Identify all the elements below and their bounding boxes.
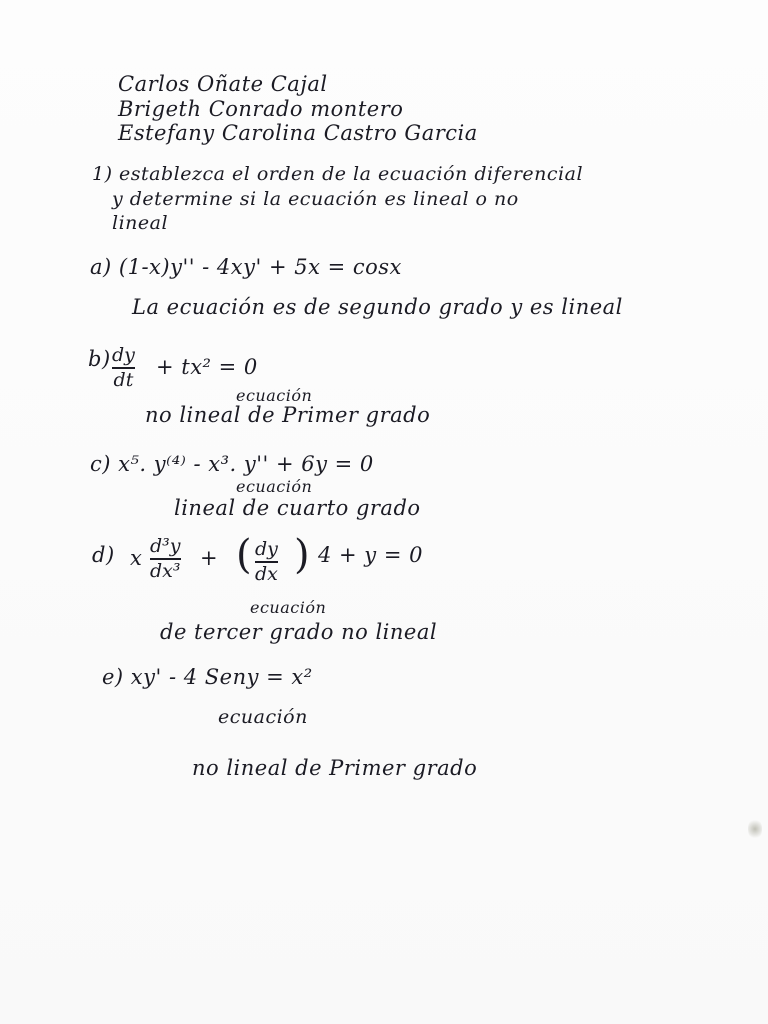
author-2: Brigeth Conrado montero (118, 97, 404, 121)
item-d-fraction-1 (150, 537, 181, 581)
item-d-rest: 4 + y = 0 (318, 543, 423, 567)
item-c-answer-word: ecuación (236, 477, 313, 496)
right-paren: ) (294, 532, 310, 578)
item-d-frac2-num: dy (255, 538, 278, 560)
item-b-frac-num: dy (112, 344, 135, 366)
instruction-line-2: y determine si la ecuación es lineal o no (112, 188, 519, 210)
item-d-plus: + (200, 546, 219, 570)
item-d-x: x (130, 546, 143, 570)
item-c-equation: c) x⁵. y⁽⁴⁾ - x³. y'' + 6y = 0 (90, 452, 374, 476)
item-b-fraction (112, 346, 135, 390)
item-e-answer-word: ecuación (218, 706, 308, 728)
author-1: Carlos Oñate Cajal (118, 72, 328, 96)
instruction-line-3: lineal (112, 212, 169, 234)
item-b-answer: no lineal de Primer grado (145, 403, 431, 427)
item-d-frac1-num: d³y (150, 535, 181, 557)
item-a-answer: La ecuación es de segundo grado y es lineal (132, 295, 623, 319)
item-d-label: d) (92, 543, 115, 567)
item-d-fraction-2 (255, 540, 278, 584)
item-d-frac1-den: dx³ (150, 560, 181, 582)
item-a-equation: a) (1-x)y'' - 4xy' + 5x = cosx (90, 255, 402, 279)
paper-smudge (748, 818, 762, 840)
item-b-label: b) (88, 347, 111, 371)
item-b-frac-den: dt (113, 369, 134, 391)
item-d-answer: de tercer grado no lineal (160, 620, 438, 644)
item-c-answer: lineal de cuarto grado (174, 496, 421, 520)
item-d-answer-word: ecuación (250, 598, 327, 617)
item-e-answer: no lineal de Primer grado (192, 756, 478, 780)
left-paren: ( (236, 532, 252, 578)
item-d-frac2-den: dx (255, 563, 278, 585)
item-e-equation: e) xy' - 4 Seny = x² (102, 665, 313, 689)
item-b-answer-word: ecuación (236, 386, 313, 405)
instruction-line-1: 1) establezca el orden de la ecuación diferencial (92, 163, 584, 185)
item-b-rest: + tx² = 0 (156, 355, 258, 379)
author-3: Estefany Carolina Castro Garcia (118, 121, 478, 145)
